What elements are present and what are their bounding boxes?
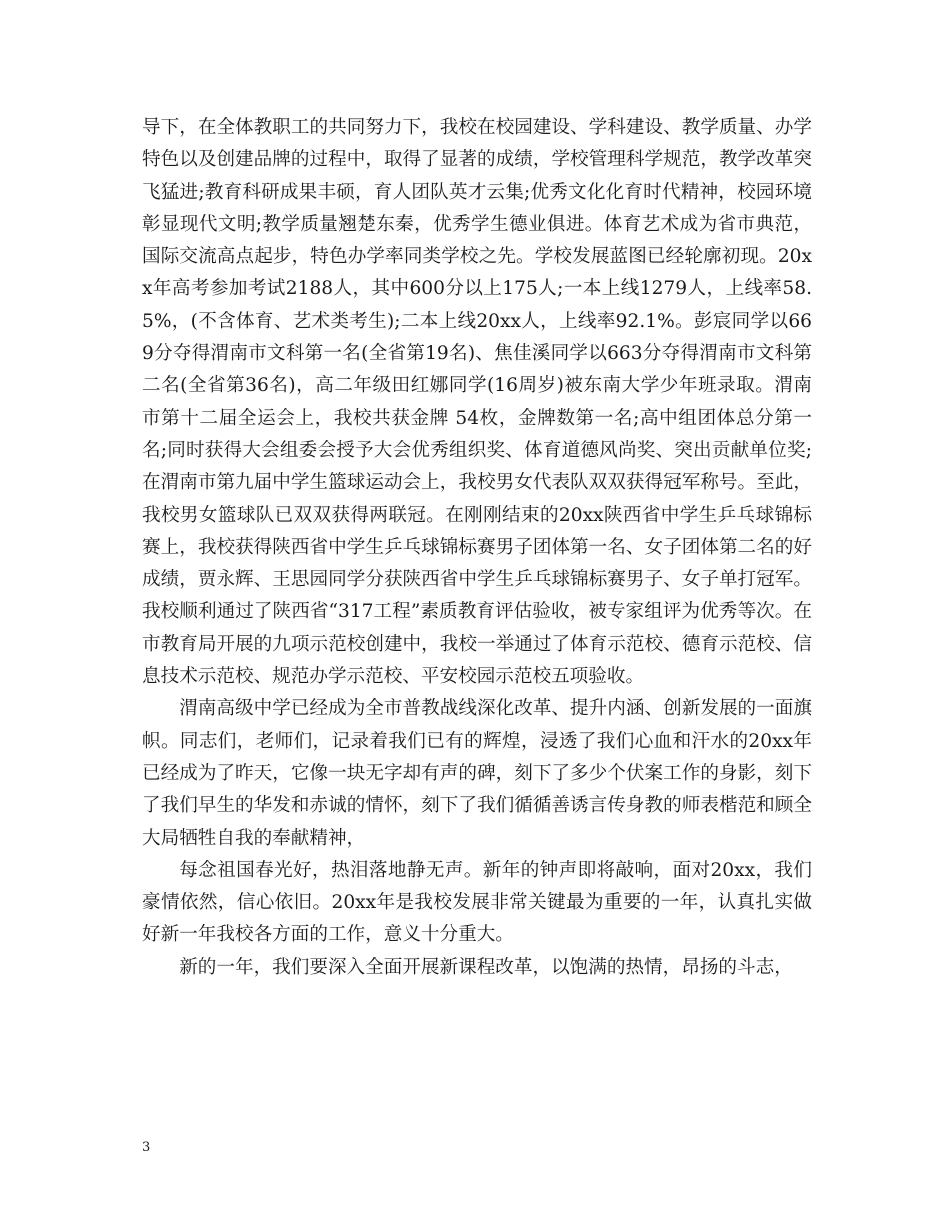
- paragraph-4: 新的一年，我们要深入全面开展新课程改革，以饱满的热情，昂扬的斗志，: [179, 956, 793, 978]
- paragraph-2: 渭南高级中学已经成为全市普教战线深化改革、提升内涵、创新发展的一面旗帜。同志们，老师们，记录着我们已有的辉煌，浸透了我们心血和汗水的20xx年已经成为了昨天，它像一块无字却有声的碑，刻下了多少个伏案工作的身影，刻下了我们早生的华发和赤诚的情怀，刻下了我们循循善诱言传身教的师表楷范和顾全大局牺牲自我的奉献精神，: [142, 698, 812, 849]
- paragraph-1: 导下，在全体教职工的共同努力下，我校在校园建设、学科建设、教学质量、办学特色以及创建品牌的过程中，取得了显著的成绩，学校管理科学规范，教学改革突飞猛进;教育科研成果丰硕，育人团队英才云集;优秀文化化育时代精神，校园环境彰显现代文明;教学质量翘楚东秦，优秀学生德业俱进。体育艺术成为省市典范，国际交流高点起步，特色办学率同类学校之先。学校发展蓝图已经轮廓初现。20xx年高考参加考试2188人，其中600分以上175人;一本上线1279人，上线率58.5%，(不含体育、艺术类考生);二本上线20xx人，上线率92.1%。彭宸同学以669分夺得渭南市文科第一名(全省第19名)、焦佳溪同学以663分夺得渭南市文科第二名(全省第36名)，高二年级田红娜同学(16周岁)被东南大学少年班录取。渭南市第十二届全运会上，我校共获金牌 54枚，金牌数第一名;高中组团体总分第一名;同时获得大会组委会授予大会优秀组织奖、体育道德风尚奖、突出贡献单位奖;在渭南市第九届中学生篮球运动会上，我校男女代表队双双获得冠军称号。至此，我校男女篮球队已双双获得两联冠。在刚刚结束的20xx陕西省中学生乒乓球锦标赛上，我校获得陕西省中学生乒乓球锦标赛男子团体第一名、女子团体第二名的好成绩，贾永辉、王思园同学分获陕西省中学生乒乓球锦标赛男子、女子单打冠军。我校顺利通过了陕西省“317工程”素质教育评估验收，被专家组评为优秀等次。在市教育局开展的九项示范校创建中，我校一举通过了体育示范校、德育示范校、信息技术示范校、规范办学示范校、平安校园示范校五项验收。: [142, 117, 812, 688]
- page-number: 3: [142, 1140, 151, 1155]
- body-text: [142, 112, 812, 984]
- paragraph-3: 每念祖国春光好，热泪落地静无声。新年的钟声即将敲响，面对20xx，我们豪情依然，信心依旧。20xx年是我校发展非常关键最为重要的一年，认真扎实做好新一年我校各方面的工作，意义十分重大。: [142, 859, 812, 946]
